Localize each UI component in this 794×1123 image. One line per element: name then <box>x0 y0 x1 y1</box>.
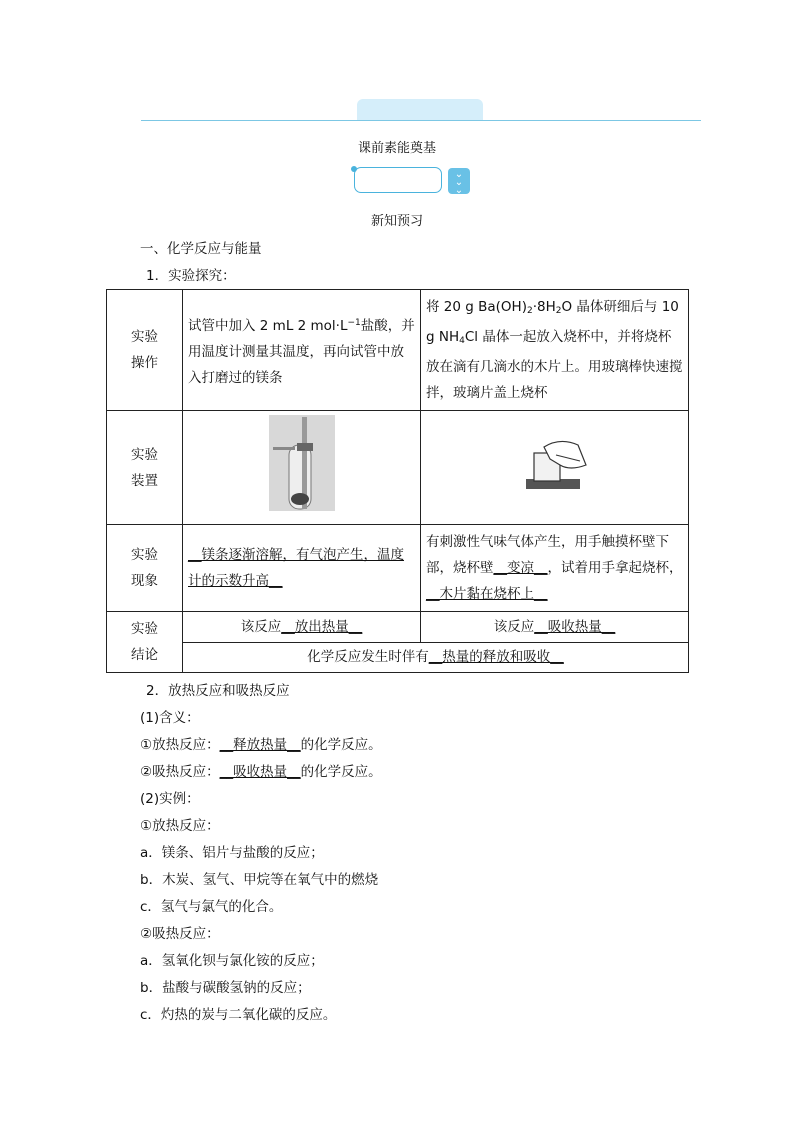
table-row <box>107 642 689 673</box>
row-label: 实验 装置 <box>107 411 183 525</box>
phenomenon-left: __镁条逐渐溶解，有气泡产生，温度计的示数升高__ <box>183 525 421 612</box>
examples-label: (2)实例： <box>140 791 200 807</box>
operation-right: 将 20 g $Ba(OH)_2\cdot 8H_2O$ 晶体研细后与 10 g $NH_4Cl$ 晶体一起放入烧杯中，并将烧杯放在滴有几滴水的木片上。用玻璃棒快速搅拌，玻璃片盖上烧杯 <box>421 290 689 411</box>
operation-left: 试管中加入 2 mL 2 $mol\cdot L^{-1}$盐酸，并用温度计测量其温度，再向试管中放入打磨过的镁条 <box>183 290 421 411</box>
conclusion-left: 该反应__放出热量__ <box>183 612 421 643</box>
row-label: 实验 结论 <box>107 612 183 673</box>
item-2: 2．放热反应和吸热反应 <box>146 683 290 699</box>
conclusion-right: 该反应__吸收热量__ <box>421 612 689 643</box>
table-row <box>107 290 689 411</box>
apparatus-left <box>183 411 421 525</box>
exo-definition: ①放热反应：__释放热量__的化学反应。 <box>140 737 382 753</box>
header-rule <box>141 120 701 121</box>
test-tube-photo <box>269 415 335 511</box>
phenomenon-right: 有刺激性气味气体产生，用手触摸杯壁下部，烧杯壁__变凉__，试着用手拿起烧杯，__木片黏在烧杯上__ <box>421 525 689 612</box>
experiment-table <box>106 289 689 673</box>
row-label: 实验 操作 <box>107 290 183 411</box>
list-item: c．灼热的炭与二氧化碳的反应。 <box>140 1007 337 1023</box>
table-row <box>107 525 689 612</box>
list-item: b．盐酸与碳酸氢钠的反应； <box>140 980 311 996</box>
exo-examples-heading: ①放热反应： <box>140 818 220 834</box>
section-title: 课前素能奠基 <box>357 141 436 156</box>
list-item: a．氢氧化钡与氯化铵的反应； <box>140 953 324 969</box>
table-row <box>107 411 689 525</box>
list-item: c．氢气与氯气的化合。 <box>140 899 283 915</box>
chevron-down-icon[interactable]: ⌄ ⌄ ⌄ <box>448 168 470 194</box>
apparatus-right <box>421 411 689 525</box>
table-row <box>107 612 689 643</box>
sub-title: 新知预习 <box>370 214 423 229</box>
conclusion-common: 化学反应发生时伴有__热量的释放和吸收__ <box>183 642 689 673</box>
list-item: b．木炭、氢气、甲烷等在氧气中的燃烧 <box>140 872 379 888</box>
beaker-hand-photo <box>520 435 590 491</box>
endo-examples-heading: ②吸热反应： <box>140 926 220 942</box>
list-item: a．镁条、铝片与盐酸的反应； <box>140 845 324 861</box>
endo-definition: ②吸热反应：__吸收热量__的化学反应。 <box>140 764 382 780</box>
item-1: 1．实验探究： <box>146 268 236 284</box>
row-label: 实验 现象 <box>107 525 183 612</box>
nav-box <box>354 167 442 193</box>
meaning-label: (1)含义： <box>140 710 200 726</box>
header-tab <box>357 99 483 121</box>
heading-1: 一、化学反应与能量 <box>140 241 262 257</box>
